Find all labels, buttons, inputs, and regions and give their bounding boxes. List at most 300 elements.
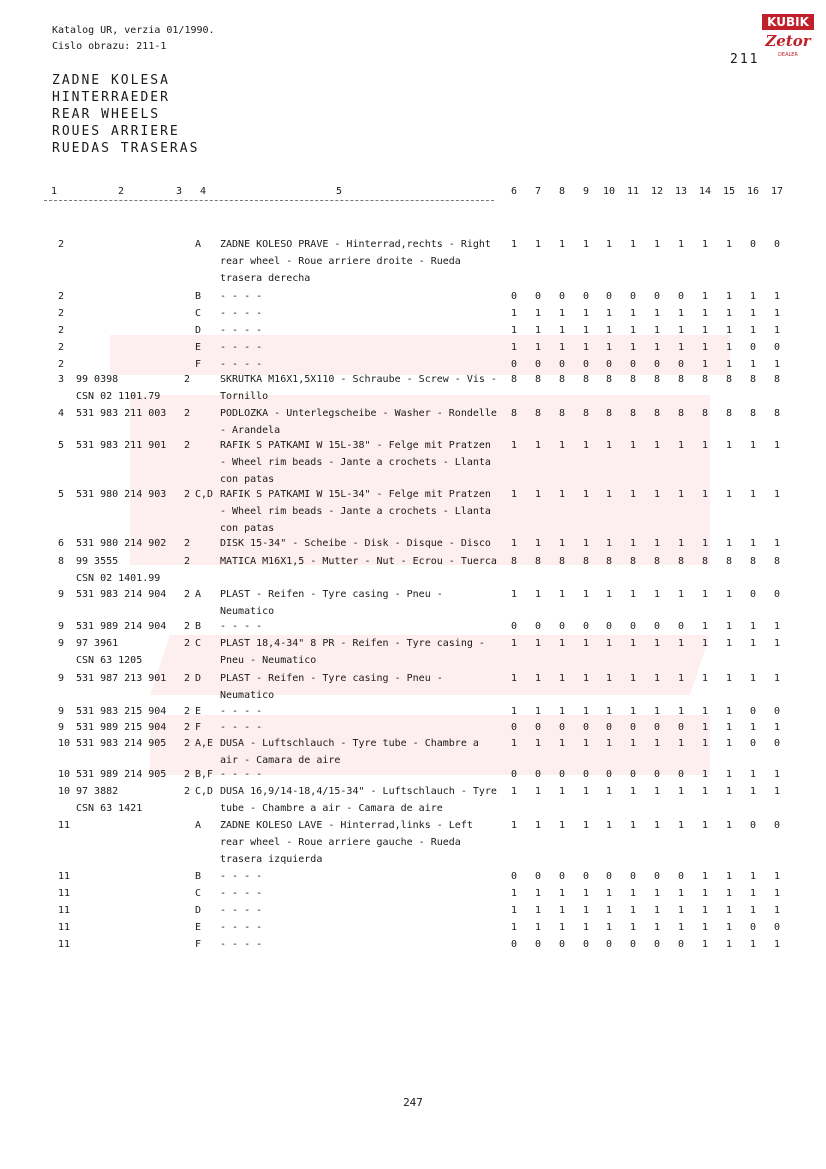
qty-cell: 1 <box>725 538 733 549</box>
variant-code: E <box>195 922 202 933</box>
qty-cell: 0 <box>749 820 757 831</box>
qty-cell: 1 <box>605 786 613 797</box>
qty-cell: 0 <box>749 589 757 600</box>
qty-cell: 1 <box>677 820 685 831</box>
part-number: 99 3555 <box>76 556 119 567</box>
part-description: DUSA - Luftschlauch - Tyre tube - Chambre a air - Camara de aire <box>220 738 479 766</box>
qty-cell: 8 <box>773 556 781 567</box>
qty-cell: 8 <box>653 408 661 419</box>
qty-col-header-12: 12 <box>650 186 664 197</box>
part-number: 531 983 214 904 <box>76 589 167 600</box>
standard-number: CSN 02 1101.79 <box>76 391 161 402</box>
qty-cell: 1 <box>510 673 518 684</box>
logo-brand-text: Zetor <box>765 32 811 50</box>
qty-cell: 1 <box>534 820 542 831</box>
qty-cell: 1 <box>558 786 566 797</box>
qty-cell: 1 <box>725 638 733 649</box>
qty-cell: 1 <box>773 638 781 649</box>
qty-cell: 8 <box>510 374 518 385</box>
qty-cell: 1 <box>558 239 566 250</box>
qty-cell: 1 <box>534 440 542 451</box>
part-number: 531 989 215 904 <box>76 722 167 733</box>
title-spanish: RUEDAS TRASERAS <box>52 141 200 156</box>
position-number: 11 <box>58 820 71 831</box>
qty-cell: 1 <box>773 325 781 336</box>
qty-cell: 1 <box>510 239 518 250</box>
qty-cell: 0 <box>582 722 590 733</box>
qty-cell: 1 <box>701 786 709 797</box>
part-description: - - - - <box>220 769 263 780</box>
qty-cell: 1 <box>629 325 637 336</box>
variant-code: A <box>195 820 202 831</box>
quantity-per-unit: 2 <box>184 738 191 749</box>
qty-cell: 1 <box>653 308 661 319</box>
qty-cell: 1 <box>582 239 590 250</box>
qty-cell: 1 <box>701 589 709 600</box>
qty-cell: 1 <box>534 342 542 353</box>
qty-cell: 8 <box>558 374 566 385</box>
qty-cell: 0 <box>582 291 590 302</box>
qty-cell: 0 <box>773 706 781 717</box>
qty-cell: 1 <box>558 820 566 831</box>
qty-cell: 1 <box>510 489 518 500</box>
title-english: REAR WHEELS <box>52 107 161 122</box>
qty-col-header-16: 16 <box>746 186 760 197</box>
part-description: RAFIK S PATKAMI W 15L-34" - Felge mit Pratzen - Wheel rim beads - Jante a crochets - Llanta con patas <box>220 489 491 534</box>
qty-cell: 0 <box>773 820 781 831</box>
qty-cell: 0 <box>605 939 613 950</box>
part-description: ZADNE KOLESO LAVE - Hinterrad,links - Left rear wheel - Roue arriere gauche - Rueda trasera izquierda <box>220 820 473 865</box>
col-header-2: 2 <box>118 186 125 197</box>
qty-cell: 1 <box>605 308 613 319</box>
qty-cell: 1 <box>605 820 613 831</box>
qty-cell: 1 <box>725 769 733 780</box>
qty-cell: 1 <box>701 489 709 500</box>
qty-cell: 0 <box>534 291 542 302</box>
qty-cell: 1 <box>605 905 613 916</box>
qty-cell: 1 <box>629 638 637 649</box>
qty-cell: 1 <box>749 939 757 950</box>
qty-cell: 1 <box>701 888 709 899</box>
qty-cell: 1 <box>605 738 613 749</box>
qty-cell: 1 <box>534 325 542 336</box>
qty-cell: 0 <box>534 722 542 733</box>
position-number: 9 <box>58 589 65 600</box>
qty-cell: 1 <box>773 359 781 370</box>
qty-cell: 0 <box>510 769 518 780</box>
qty-cell: 0 <box>653 722 661 733</box>
qty-cell: 1 <box>582 325 590 336</box>
qty-cell: 1 <box>582 888 590 899</box>
qty-cell: 0 <box>582 769 590 780</box>
qty-cell: 0 <box>629 769 637 780</box>
variant-code: A <box>195 239 202 250</box>
qty-cell: 1 <box>749 359 757 370</box>
col-header-3: 3 <box>176 186 183 197</box>
qty-col-header-10: 10 <box>602 186 616 197</box>
qty-cell: 1 <box>773 538 781 549</box>
qty-cell: 0 <box>677 291 685 302</box>
qty-cell: 1 <box>605 589 613 600</box>
qty-cell: 8 <box>653 374 661 385</box>
qty-cell: 1 <box>510 638 518 649</box>
qty-cell: 1 <box>558 706 566 717</box>
qty-cell: 1 <box>725 738 733 749</box>
qty-cell: 1 <box>677 589 685 600</box>
qty-cell: 1 <box>701 291 709 302</box>
qty-cell: 1 <box>677 239 685 250</box>
part-description: SKRUTKA M16X1,5X110 - Schraube - Screw - Vis - Tornillo <box>220 374 497 402</box>
position-number: 11 <box>58 939 71 950</box>
qty-cell: 1 <box>701 820 709 831</box>
qty-cell: 1 <box>605 673 613 684</box>
part-description: RAFIK S PATKAMI W 15L-38" - Felge mit Pratzen - Wheel rim beads - Jante a crochets - Llanta con patas <box>220 440 491 485</box>
qty-cell: 1 <box>725 871 733 882</box>
qty-cell: 1 <box>749 308 757 319</box>
qty-cell: 0 <box>582 359 590 370</box>
standard-number: CSN 02 1401.99 <box>76 573 161 584</box>
qty-cell: 1 <box>582 786 590 797</box>
qty-cell: 1 <box>629 706 637 717</box>
qty-cell: 0 <box>653 769 661 780</box>
variant-code: D <box>195 905 202 916</box>
qty-cell: 1 <box>629 308 637 319</box>
part-number: 531 980 214 902 <box>76 538 167 549</box>
qty-cell: 1 <box>582 738 590 749</box>
qty-cell: 1 <box>725 939 733 950</box>
section-titles <box>52 72 199 157</box>
qty-cell: 1 <box>605 325 613 336</box>
qty-cell: 1 <box>653 706 661 717</box>
part-description: - - - - <box>220 871 263 882</box>
variant-code: B <box>195 621 202 632</box>
qty-cell: 8 <box>534 556 542 567</box>
qty-cell: 1 <box>725 239 733 250</box>
qty-cell: 1 <box>701 621 709 632</box>
qty-cell: 1 <box>582 489 590 500</box>
qty-cell: 8 <box>749 408 757 419</box>
qty-cell: 1 <box>653 673 661 684</box>
qty-cell: 0 <box>558 621 566 632</box>
part-number: 97 3961 <box>76 638 119 649</box>
qty-cell: 0 <box>605 291 613 302</box>
qty-cell: 1 <box>534 489 542 500</box>
variant-code: C,D <box>195 489 214 500</box>
qty-cell: 1 <box>653 820 661 831</box>
qty-cell: 0 <box>582 871 590 882</box>
qty-cell: 8 <box>629 374 637 385</box>
qty-cell: 1 <box>534 786 542 797</box>
qty-cell: 1 <box>510 738 518 749</box>
part-description: - - - - <box>220 359 263 370</box>
qty-cell: 1 <box>629 489 637 500</box>
qty-cell: 1 <box>510 706 518 717</box>
qty-cell: 1 <box>677 538 685 549</box>
qty-cell: 1 <box>653 342 661 353</box>
qty-cell: 1 <box>534 706 542 717</box>
qty-cell: 0 <box>605 871 613 882</box>
footer-page-number: 247 <box>403 1096 423 1109</box>
qty-cell: 1 <box>605 888 613 899</box>
qty-cell: 1 <box>605 538 613 549</box>
part-description: PLAST - Reifen - Tyre casing - Pneu - Neumatico <box>220 589 443 617</box>
qty-cell: 8 <box>677 408 685 419</box>
standard-number: CSN 63 1205 <box>76 655 143 666</box>
qty-cell: 1 <box>701 239 709 250</box>
quantity-per-unit: 2 <box>184 673 191 684</box>
qty-cell: 8 <box>677 556 685 567</box>
part-description: - - - - <box>220 939 263 950</box>
part-description: - - - - <box>220 922 263 933</box>
qty-cell: 1 <box>677 489 685 500</box>
position-number: 11 <box>58 871 71 882</box>
quantity-per-unit: 2 <box>184 489 191 500</box>
variant-code: B <box>195 871 202 882</box>
title-slovak: ZADNE KOLESA <box>52 73 170 88</box>
qty-cell: 1 <box>749 769 757 780</box>
qty-cell: 0 <box>582 939 590 950</box>
qty-cell: 1 <box>629 239 637 250</box>
qty-cell: 1 <box>653 325 661 336</box>
qty-cell: 1 <box>773 308 781 319</box>
part-description: PLAST - Reifen - Tyre casing - Pneu - Neumatico <box>220 673 443 701</box>
qty-cell: 1 <box>725 440 733 451</box>
qty-cell: 1 <box>773 905 781 916</box>
qty-cell: 8 <box>629 556 637 567</box>
qty-cell: 1 <box>605 638 613 649</box>
qty-cell: 1 <box>677 440 685 451</box>
qty-cell: 0 <box>558 359 566 370</box>
qty-cell: 1 <box>701 342 709 353</box>
qty-cell: 1 <box>773 440 781 451</box>
qty-cell: 1 <box>534 638 542 649</box>
quantity-per-unit: 2 <box>184 638 191 649</box>
part-description: DUSA 16,9/14-18,4/15-34" - Luftschlauch - Tyre tube - Chambre a air - Camara de aire <box>220 786 497 814</box>
position-number: 4 <box>58 408 65 419</box>
qty-cell: 1 <box>605 239 613 250</box>
qty-cell: 1 <box>701 722 709 733</box>
catalog-version: Katalog UR, verzia 01/1990. <box>52 25 215 36</box>
position-number: 8 <box>58 556 65 567</box>
qty-cell: 1 <box>773 489 781 500</box>
quantity-per-unit: 2 <box>184 440 191 451</box>
qty-cell: 1 <box>510 538 518 549</box>
qty-cell: 0 <box>558 291 566 302</box>
qty-cell: 1 <box>510 308 518 319</box>
variant-code: C <box>195 888 202 899</box>
part-number: 531 989 214 905 <box>76 769 167 780</box>
position-number: 9 <box>58 638 65 649</box>
qty-cell: 1 <box>534 308 542 319</box>
qty-cell: 1 <box>534 538 542 549</box>
col-header-4: 4 <box>200 186 207 197</box>
qty-cell: 8 <box>701 556 709 567</box>
qty-cell: 1 <box>653 922 661 933</box>
position-number: 2 <box>58 359 65 370</box>
qty-cell: 1 <box>653 239 661 250</box>
qty-cell: 0 <box>773 239 781 250</box>
qty-cell: 1 <box>725 706 733 717</box>
qty-cell: 1 <box>510 888 518 899</box>
qty-cell: 1 <box>582 589 590 600</box>
header-rule <box>44 200 494 201</box>
qty-cell: 1 <box>582 638 590 649</box>
qty-cell: 1 <box>629 738 637 749</box>
qty-cell: 1 <box>534 738 542 749</box>
qty-cell: 1 <box>558 638 566 649</box>
qty-cell: 1 <box>653 538 661 549</box>
qty-cell: 0 <box>677 939 685 950</box>
qty-cell: 1 <box>725 786 733 797</box>
qty-cell: 0 <box>558 939 566 950</box>
qty-cell: 8 <box>725 374 733 385</box>
qty-cell: 1 <box>725 621 733 632</box>
qty-cell: 1 <box>725 820 733 831</box>
qty-cell: 0 <box>653 871 661 882</box>
qty-cell: 1 <box>558 888 566 899</box>
qty-cell: 1 <box>749 786 757 797</box>
qty-cell: 1 <box>629 888 637 899</box>
quantity-per-unit: 2 <box>184 374 191 385</box>
qty-cell: 0 <box>605 621 613 632</box>
part-description: - - - - <box>220 888 263 899</box>
variant-code: E <box>195 342 202 353</box>
qty-cell: 1 <box>534 905 542 916</box>
qty-cell: 1 <box>677 706 685 717</box>
position-number: 9 <box>58 673 65 684</box>
qty-cell: 1 <box>677 922 685 933</box>
qty-cell: 0 <box>510 621 518 632</box>
position-number: 2 <box>58 308 65 319</box>
position-number: 9 <box>58 621 65 632</box>
part-description: - - - - <box>220 722 263 733</box>
qty-cell: 0 <box>677 359 685 370</box>
qty-cell: 1 <box>749 291 757 302</box>
qty-cell: 8 <box>773 374 781 385</box>
qty-cell: 0 <box>629 621 637 632</box>
qty-cell: 0 <box>534 621 542 632</box>
qty-cell: 1 <box>653 738 661 749</box>
qty-cell: 1 <box>558 589 566 600</box>
figure-number: Cislo obrazu: 211-1 <box>52 41 167 52</box>
qty-cell: 1 <box>701 673 709 684</box>
qty-cell: 1 <box>653 589 661 600</box>
qty-cell: 1 <box>582 538 590 549</box>
part-description: - - - - <box>220 342 263 353</box>
qty-cell: 1 <box>629 786 637 797</box>
variant-code: C <box>195 638 202 649</box>
qty-cell: 0 <box>534 359 542 370</box>
qty-cell: 1 <box>582 440 590 451</box>
variant-code: A,E <box>195 738 214 749</box>
variant-code: C <box>195 308 202 319</box>
qty-cell: 1 <box>749 538 757 549</box>
qty-cell: 0 <box>558 722 566 733</box>
qty-cell: 1 <box>725 489 733 500</box>
qty-cell: 1 <box>558 440 566 451</box>
qty-cell: 1 <box>605 706 613 717</box>
col-header-1: 1 <box>50 186 58 197</box>
qty-col-header-11: 11 <box>626 186 640 197</box>
qty-cell: 0 <box>629 291 637 302</box>
qty-cell: 1 <box>510 820 518 831</box>
qty-cell: 1 <box>629 440 637 451</box>
qty-cell: 8 <box>558 556 566 567</box>
qty-cell: 1 <box>773 722 781 733</box>
qty-cell: 1 <box>582 342 590 353</box>
part-number: 531 983 215 904 <box>76 706 167 717</box>
qty-cell: 1 <box>558 538 566 549</box>
qty-cell: 1 <box>677 905 685 916</box>
qty-cell: 1 <box>701 638 709 649</box>
qty-cell: 0 <box>582 621 590 632</box>
qty-cell: 1 <box>749 722 757 733</box>
qty-cell: 0 <box>749 922 757 933</box>
part-description: MATICA M16X1,5 - Mutter - Nut - Ecrou - Tuerca <box>220 556 497 567</box>
page-number: 211 <box>730 52 760 67</box>
qty-cell: 8 <box>510 556 518 567</box>
qty-cell: 1 <box>534 239 542 250</box>
dealer-logo <box>762 14 814 64</box>
qty-cell: 1 <box>629 673 637 684</box>
position-number: 2 <box>58 291 65 302</box>
qty-cell: 1 <box>582 673 590 684</box>
variant-code: D <box>195 673 202 684</box>
qty-cell: 8 <box>582 408 590 419</box>
qty-cell: 0 <box>677 722 685 733</box>
title-german: HINTERRAEDER <box>52 90 170 105</box>
qty-cell: 0 <box>653 621 661 632</box>
qty-cell: 1 <box>773 888 781 899</box>
qty-cell: 0 <box>629 871 637 882</box>
qty-cell: 1 <box>677 673 685 684</box>
qty-cell: 0 <box>773 589 781 600</box>
qty-cell: 8 <box>773 408 781 419</box>
qty-cell: 1 <box>558 489 566 500</box>
qty-cell: 8 <box>582 374 590 385</box>
quantity-per-unit: 2 <box>184 556 191 567</box>
qty-cell: 1 <box>701 440 709 451</box>
qty-cell: 1 <box>725 342 733 353</box>
qty-cell: 1 <box>629 820 637 831</box>
quantity-per-unit: 2 <box>184 621 191 632</box>
part-description: DISK 15-34" - Scheibe - Disk - Disque - Disco <box>220 538 491 549</box>
qty-cell: 1 <box>701 538 709 549</box>
position-number: 9 <box>58 722 65 733</box>
qty-cell: 1 <box>749 489 757 500</box>
qty-cell: 1 <box>510 440 518 451</box>
part-number: 97 3882 <box>76 786 119 797</box>
variant-code: B,F <box>195 769 214 780</box>
part-number: 99 0398 <box>76 374 119 385</box>
qty-cell: 1 <box>582 308 590 319</box>
qty-cell: 1 <box>677 325 685 336</box>
qty-cell: 1 <box>510 922 518 933</box>
qty-cell: 1 <box>677 888 685 899</box>
qty-cell: 1 <box>558 922 566 933</box>
quantity-per-unit: 2 <box>184 589 191 600</box>
qty-cell: 1 <box>701 905 709 916</box>
qty-cell: 8 <box>677 374 685 385</box>
qty-cell: 1 <box>582 706 590 717</box>
qty-cell: 1 <box>629 538 637 549</box>
qty-cell: 8 <box>725 408 733 419</box>
qty-cell: 8 <box>749 556 757 567</box>
qty-cell: 1 <box>510 905 518 916</box>
qty-cell: 8 <box>701 374 709 385</box>
qty-cell: 8 <box>701 408 709 419</box>
qty-cell: 8 <box>629 408 637 419</box>
